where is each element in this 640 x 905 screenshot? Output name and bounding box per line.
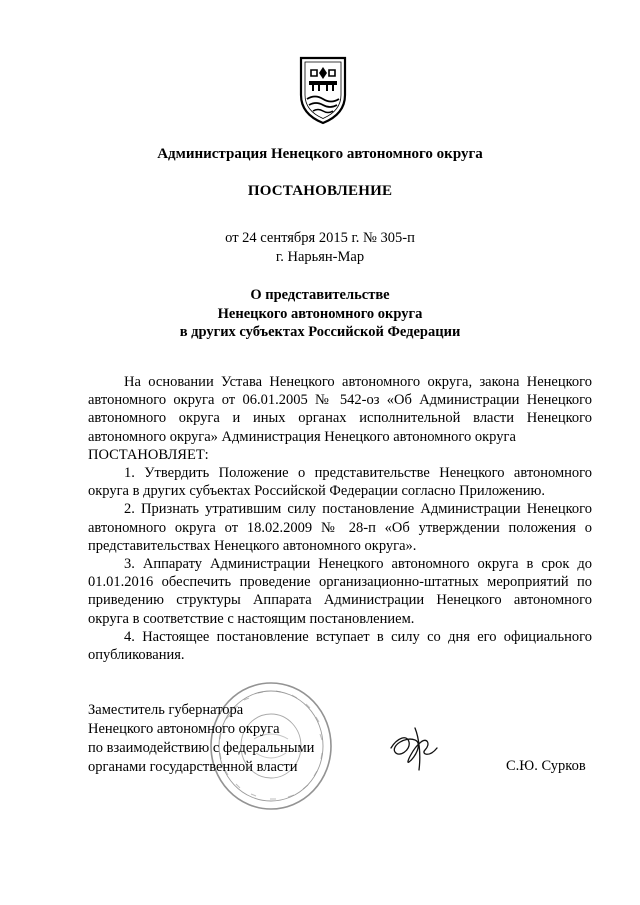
item-2: 2. Признать утратившим силу постановление Администрации Ненецкого автономного округа от 18.02.2009 № 28-п «Об утверждении положения о представительствах Ненецкого автономного округа». — [88, 501, 592, 554]
document-type: ПОСТАНОВЛЕНИЕ — [247, 183, 393, 199]
position-line-4: органами государственной власти — [88, 759, 298, 775]
item-4: 4. Настоящее постановление вступает в силу со дня его официального опубликования. — [88, 628, 592, 664]
organization-name: Администрация Ненецкого автономного округа — [157, 146, 483, 162]
subject-line-1: О представительстве — [250, 287, 390, 303]
date-and-number: от 24 сентября 2015 г. № 305-п — [225, 230, 415, 246]
signatory-name: С.Ю. Сурков — [506, 758, 586, 774]
subject-line-3: в других субъектах Российской Федерации — [179, 324, 461, 340]
preamble-paragraph: На основании Устава Ненецкого автономного округа, закона Ненецкого автономного округа от 06.01.2005 № 542-оз «Об Администрации Ненецкого автономного округа и иных органах исполнительной власти Ненецкого автономного округа» Администрация Ненецкого автономного округа — [88, 374, 592, 445]
resolves-word: ПОСТАНОВЛЯЕТ: — [88, 446, 209, 463]
position-line-3: по взаимодействию с федеральными — [88, 740, 315, 756]
position-line-2: Ненецкого автономного округа — [88, 721, 280, 737]
document-body — [88, 373, 592, 664]
position-line-1: Заместитель губернатора — [88, 702, 244, 718]
subject-line-2: Ненецкого автономного округа — [217, 305, 423, 322]
signatory-position — [88, 701, 314, 777]
handwritten-signature — [385, 718, 445, 773]
coat-of-arms-icon — [297, 55, 349, 125]
document-subject — [0, 286, 640, 342]
city: г. Нарьян-Мар — [275, 249, 365, 265]
item-1: 1. Утвердить Положение о представительстве Ненецкого автономного округа в других субъектах Российской Федерации согласно Приложению. — [88, 465, 592, 500]
item-3: 3. Аппарату Администрации Ненецкого автономного округа в срок до 01.01.2016 обеспечить проведение организационно-штатных мероприятий по приведению структуры Аппарата Администрации Ненецкого автономного округа в соответствие с настоящим постановлением. — [88, 556, 592, 627]
